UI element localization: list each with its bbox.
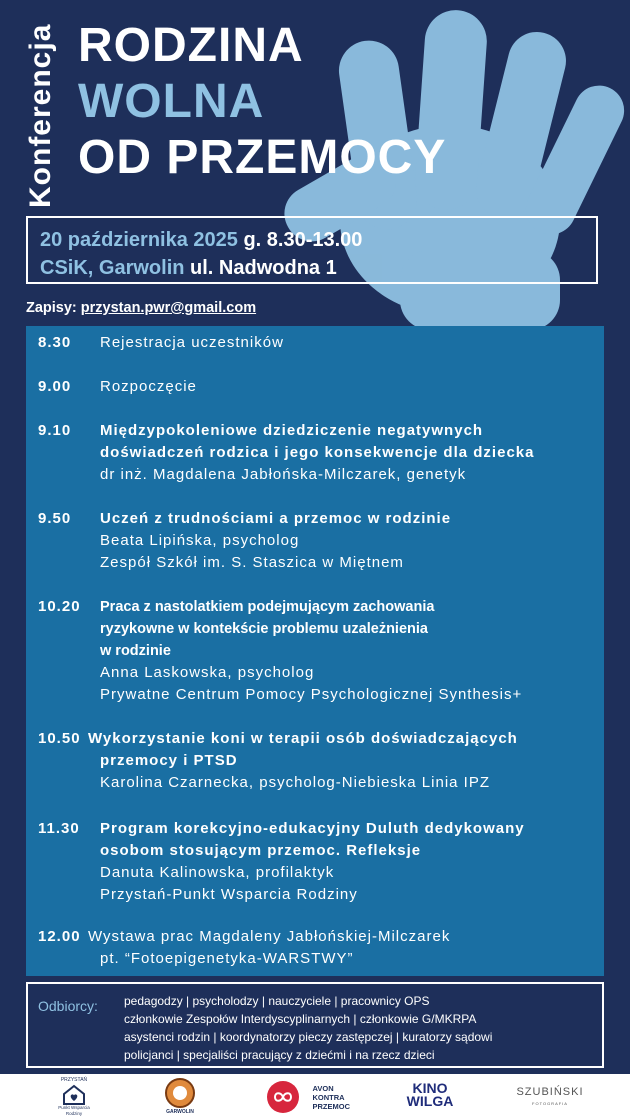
program-item	[38, 596, 594, 706]
program-speaker: Danuta Kalinowska, profilaktyk	[100, 864, 335, 881]
program-speaker: dr inż. Magdalena Jabłońska-Milczarek, genetyk	[100, 466, 467, 483]
title-line-1: RODZINA	[78, 19, 304, 72]
kino-text-line: KINO	[412, 1080, 448, 1096]
recipients-box	[26, 982, 604, 1068]
program-time: 11.30	[38, 820, 80, 837]
program-title-line: w rodzinie	[100, 643, 171, 659]
registration-email-link[interactable]: przystan.pwr@gmail.com	[80, 300, 257, 316]
house-heart-icon	[61, 1083, 87, 1105]
program-time: 9.50	[38, 510, 72, 527]
event-date: 20 października 2025	[40, 229, 238, 251]
szubinski-text: SZUBIŃSKI	[516, 1086, 584, 1098]
avon-text-line: AVON	[312, 1083, 334, 1093]
recipients-list	[124, 992, 594, 1064]
program-speaker: Karolina Czarnecka, psycholog-Niebieska Linia IPZ	[100, 774, 491, 791]
program-title-line: Wystawa prac Magdaleny Jabłońskiej-Milczarek	[88, 928, 451, 945]
garwolin-logo-text: GARWOLIN	[166, 1109, 194, 1115]
program-title: Rozpoczęcie	[100, 378, 197, 395]
program-affiliation: Prywatne Centrum Pomocy Psychologicznej Synthesis+	[100, 686, 523, 703]
program-time: 9.00	[38, 378, 72, 395]
program-title-line: Międzypokoleniowe dziedziczenie negatywnych	[100, 422, 484, 439]
program-title: Rejestracja uczestników	[100, 334, 284, 351]
conference-label: Konferencja	[24, 23, 57, 208]
program-title-line: Wykorzystanie koni w terapii osób doświadczających	[88, 730, 518, 747]
program-time: 8.30	[38, 334, 72, 351]
avon-infinity-icon	[266, 1080, 300, 1114]
program-speaker: Beata Lipińska, psycholog	[100, 532, 300, 549]
date-venue-box	[26, 216, 598, 284]
title-line-2: WOLNA	[78, 75, 265, 128]
program-title-line: przemocy i PTSD	[100, 752, 238, 769]
kino-wilga-logo	[398, 1082, 462, 1120]
przystan-logo-bottom: Punkt Wsparcia Rodziny	[58, 1105, 90, 1116]
program-time: 12.00	[38, 928, 81, 945]
program-item	[38, 818, 594, 906]
event-hours: g. 8.30-13.00	[243, 229, 363, 251]
program-speaker: Anna Laskowska, psycholog	[100, 664, 315, 681]
przystan-logo	[50, 1077, 98, 1117]
program-item	[38, 332, 594, 354]
program-title-line: pt. “Fotoepigenetyka-WARSTWY”	[100, 950, 354, 967]
program-item	[38, 508, 594, 574]
recipients-line: członkowie Zespołów Interdyscyplinarnych | członkowie G/MKRPA	[124, 1012, 477, 1026]
venue-line	[40, 254, 584, 282]
przystan-logo-top: PRZYSTAŃ	[60, 1077, 88, 1083]
program-title-line: Uczeń z trudnościami a przemoc w rodzinie	[100, 510, 452, 527]
szubinski-subtext: FOTOGRAFIA	[532, 1101, 568, 1106]
event-title	[78, 19, 447, 184]
program-time: 10.50	[38, 730, 81, 747]
title-line-3: OD PRZEMOCY	[78, 131, 447, 184]
program-item	[38, 376, 594, 398]
program-affiliation: Zespół Szkół im. S. Staszica w Miętnem	[100, 554, 404, 571]
avon-text-line: KONTRA	[312, 1092, 345, 1102]
date-line	[40, 226, 584, 254]
program-item	[38, 420, 594, 486]
registration-label: Zapisy:	[26, 300, 77, 316]
garwolin-crest-icon	[164, 1077, 196, 1109]
avon-logo	[258, 1077, 350, 1117]
garwolin-logo	[160, 1077, 200, 1117]
event-venue: CSiK, Garwolin	[40, 257, 185, 279]
program-title-line: osobom stosującym przemoc. Refleksje	[100, 842, 422, 859]
avon-text-line: PRZEMOC	[312, 1101, 350, 1111]
recipients-line: pedagodzy | psycholodzy | nauczyciele | pracownicy OPS	[124, 994, 430, 1008]
program-title-line: Praca z nastolatkiem podejmującym zachowania	[100, 599, 435, 615]
event-address: ul. Nadwodna 1	[190, 257, 337, 279]
recipients-line: policjanci | specjaliści pracujący z dziećmi i na rzecz dzieci	[124, 1048, 435, 1062]
avon-text	[313, 1084, 351, 1111]
kino-text-line: WILGA	[406, 1093, 454, 1109]
program-time: 10.20	[38, 598, 81, 615]
partner-logos-bar	[0, 1074, 630, 1120]
program-affiliation: Przystań-Punkt Wsparcia Rodziny	[100, 886, 358, 903]
recipients-label: Odbiorcy:	[38, 998, 98, 1014]
szubinski-logo	[510, 1086, 590, 1120]
program-item	[38, 728, 594, 794]
program-time: 9.10	[38, 422, 72, 439]
program-item	[38, 926, 594, 970]
program-title-line: ryzykowne w kontekście problemu uzależnienia	[100, 621, 428, 637]
program-title-line: Program korekcyjno-edukacyjny Duluth dedykowany	[100, 820, 525, 837]
program-title-line: doświadczeń rodzica i jego konsekwencje dla dziecka	[100, 444, 535, 461]
recipients-line: asystenci rodzin | koordynatorzy pieczy zastępczej | kuratorzy sądowi	[124, 1030, 493, 1044]
registration	[26, 300, 256, 316]
program-panel	[26, 326, 604, 976]
